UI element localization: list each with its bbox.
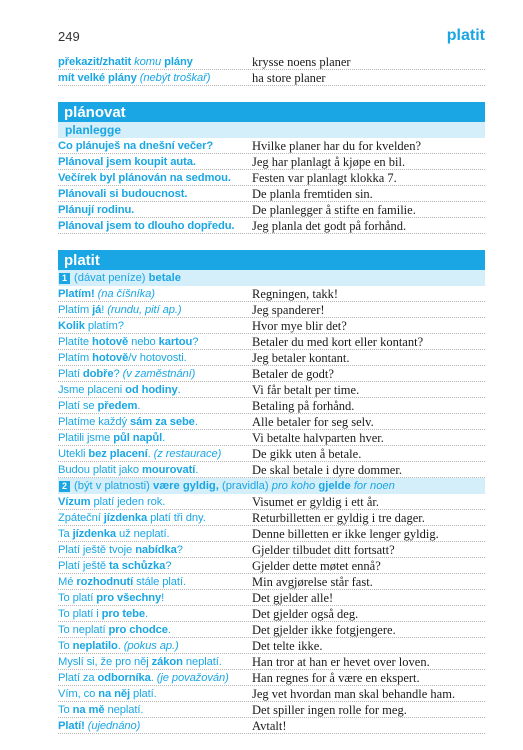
phrase-segment: na mě <box>72 704 105 716</box>
czech-phrase <box>58 170 252 185</box>
czech-phrase <box>58 686 252 701</box>
czech-phrase <box>58 186 252 201</box>
phrase-segment: nabídka <box>135 544 177 556</box>
phrase-segment: Plánují rodinu. <box>58 204 135 216</box>
phrase-segment: . <box>147 448 154 460</box>
czech-phrase <box>58 590 252 605</box>
norwegian-translation: Avtalt! <box>252 719 287 733</box>
norwegian-translation: Det gjelder alle! <box>252 591 334 605</box>
czech-phrase <box>58 494 252 509</box>
phrase-segment: To <box>58 640 73 652</box>
norwegian-translation: Gjelder tilbudet ditt fortsatt? <box>252 543 395 557</box>
phrase-segment: . <box>195 464 199 476</box>
phrase-segment: /v hotovosti. <box>128 352 187 364</box>
phrase-segment: Platí ještě tvoje <box>58 544 136 556</box>
phrase-segment: To platí i <box>58 608 102 620</box>
norwegian-translation: Det spiller ingen rolle for meg. <box>252 703 407 717</box>
czech-phrase <box>58 462 252 477</box>
czech-phrase <box>58 542 252 557</box>
entry-row <box>58 350 485 366</box>
phrase-segment: Mé <box>58 576 77 588</box>
phrase-segment: Zpáteční <box>58 512 104 524</box>
czech-phrase <box>58 638 252 653</box>
phrase-segment: (nebýt troškař) <box>139 72 211 84</box>
czech-phrase <box>58 54 252 69</box>
phrase-segment: . <box>177 384 181 396</box>
czech-phrase <box>58 510 252 525</box>
phrase-segment: To <box>58 704 73 716</box>
phrase-segment: platí. <box>129 688 157 700</box>
entry-row <box>58 138 485 154</box>
phrase-segment: mít velké plány <box>58 72 140 84</box>
phrase-segment: (být v platnosti) <box>74 480 153 492</box>
phrase-segment: (ujednáno) <box>87 720 141 732</box>
norwegian-translation: Hvor mye blir det? <box>252 319 347 333</box>
phrase-segment: Platí se <box>58 400 98 412</box>
entry-heading-planovat: plánovat <box>58 102 485 122</box>
entry-row <box>58 590 485 606</box>
phrase-segment: gjelde <box>315 480 351 492</box>
phrase-segment: Platí <box>58 368 83 380</box>
phrase-segment: Budou platit jako <box>58 464 143 476</box>
norwegian-translation: Betaler du med kort eller kontant? <box>252 335 424 349</box>
phrase-segment: ? <box>192 336 199 348</box>
sense-number: 1 <box>59 273 70 284</box>
phrase-segment: půl napůl <box>113 432 163 444</box>
phrase-segment: (je považován) <box>156 672 229 684</box>
czech-phrase <box>58 286 252 301</box>
czech-phrase <box>58 654 252 669</box>
phrase-segment: Plánovali si budoucnost. <box>58 188 188 200</box>
norwegian-translation: Det gjelder også deg. <box>252 607 359 621</box>
entry-translation-planovat: planlegge <box>58 122 485 138</box>
phrase-segment: neplatí. <box>104 704 144 716</box>
phrase-segment: ! <box>101 304 108 316</box>
phrase-segment: Platím <box>58 352 93 364</box>
entry-row <box>58 334 485 350</box>
phrase-segment: . <box>137 400 141 412</box>
entry-row <box>58 430 485 446</box>
entry-row <box>58 154 485 170</box>
entry-row <box>58 286 485 302</box>
phrase-segment: (dávat peníze) <box>74 272 149 284</box>
phrase-segment: pro koho <box>271 480 316 492</box>
phrase-segment: (pravidla) <box>218 480 272 492</box>
phrase-segment: kartou <box>158 336 193 348</box>
phrase-segment: překazit/zhatit <box>58 56 135 68</box>
phrase-segment: pro chodce <box>108 624 168 636</box>
entry-row <box>58 202 485 218</box>
norwegian-translation: De gikk uten å betale. <box>252 447 362 461</box>
entry-rows-planovat <box>58 138 485 234</box>
entry-row <box>58 606 485 622</box>
sense-rows-2 <box>58 494 485 734</box>
phrase-segment: . <box>145 608 149 620</box>
norwegian-translation: Jeg vet hvordan man skal behandle ham. <box>252 687 456 701</box>
phrase-segment: Platí za <box>58 672 98 684</box>
phrase-segment: Platíme každý <box>58 416 130 428</box>
norwegian-translation: Betaling på forhånd. <box>252 399 355 413</box>
norwegian-translation: Han regnes for å være en ekspert. <box>252 671 420 685</box>
entry-row <box>58 170 485 186</box>
norwegian-translation: Vi betalte halvparten hver. <box>252 431 384 445</box>
phrase-segment: Večírek byl plánován na sedmou. <box>58 172 231 184</box>
phrase-segment: . <box>117 640 124 652</box>
norwegian-translation: ha store planer <box>252 71 326 85</box>
czech-phrase <box>58 70 252 85</box>
phrase-segment: ? <box>113 368 123 380</box>
entry-row <box>58 382 485 398</box>
phrase-segment: (z restaurace) <box>153 448 222 460</box>
norwegian-translation: De skal betale i dyre dommer. <box>252 463 402 477</box>
section-gap <box>58 234 485 250</box>
phrase-segment: betale <box>148 272 181 284</box>
entry-row <box>58 702 485 718</box>
entry-row <box>58 670 485 686</box>
phrase-segment: pro tebe <box>101 608 146 620</box>
phrase-segment: já <box>92 304 102 316</box>
phrase-segment: Utekli <box>58 448 89 460</box>
phrase-segment: od hodiny <box>125 384 178 396</box>
czech-phrase <box>58 318 252 333</box>
sense-number: 2 <box>59 481 70 492</box>
phrase-segment: Platí ještě <box>58 560 110 572</box>
phrase-segment: Myslí si, že pro něj <box>58 656 152 668</box>
entry-row <box>58 318 485 334</box>
phrase-segment: Plánoval jsem to dlouho dopředu. <box>58 220 235 232</box>
czech-phrase <box>58 398 252 413</box>
entry-row <box>58 574 485 590</box>
phrase-segment: platím? <box>84 320 124 332</box>
entry-row <box>58 446 485 462</box>
entry-row <box>58 70 485 86</box>
phrase-segment: ta schůzka <box>109 560 166 572</box>
entry-row <box>58 510 485 526</box>
norwegian-translation: Jeg betaler kontant. <box>252 351 350 365</box>
entry-row <box>58 462 485 478</box>
norwegian-translation: Jeg spanderer! <box>252 303 325 317</box>
phrase-segment: neplatilo <box>72 640 118 652</box>
norwegian-translation: Gjelder dette møtet ennå? <box>252 559 381 573</box>
phrase-segment: rozhodnutí <box>76 576 134 588</box>
phrase-segment: Platím! <box>58 288 98 300</box>
phrase-segment: Jsme placeni <box>58 384 126 396</box>
phrase-segment: To neplatí <box>58 624 109 636</box>
phrase-segment: Kolik <box>58 320 85 332</box>
phrase-segment: mourovatí <box>142 464 196 476</box>
norwegian-translation: Det telte ikke. <box>252 639 323 653</box>
phrase-segment: už neplatí. <box>115 528 170 540</box>
entry-row <box>58 622 485 638</box>
sense-bar-1 <box>58 270 485 286</box>
phrase-segment: (pokus ap.) <box>123 640 179 652</box>
entry-row <box>58 542 485 558</box>
phrase-segment: Ta <box>58 528 73 540</box>
czech-phrase <box>58 218 252 233</box>
phrase-segment: Platím <box>58 304 93 316</box>
czech-phrase <box>58 414 252 429</box>
phrase-segment: stále platí. <box>133 576 186 588</box>
czech-phrase <box>58 154 252 169</box>
entry-row <box>58 302 485 318</box>
czech-phrase <box>58 702 252 717</box>
phrase-segment: předem <box>97 400 138 412</box>
norwegian-translation: De planlegger å stifte en familie. <box>252 203 416 217</box>
entry-heading-platit: platit <box>58 250 485 270</box>
phrase-segment: Platili jsme <box>58 432 114 444</box>
phrase-segment: na něj <box>98 688 130 700</box>
phrase-segment: . <box>194 416 198 428</box>
phrase-segment: hotově <box>92 336 129 348</box>
norwegian-translation: Vi får betalt per time. <box>252 383 360 397</box>
entry-row <box>58 218 485 234</box>
phrase-segment: bez placení <box>88 448 148 460</box>
phrase-segment: dobře <box>82 368 114 380</box>
czech-phrase <box>58 382 252 397</box>
sense-rows-1 <box>58 286 485 478</box>
phrase-segment: komu <box>134 56 162 68</box>
norwegian-translation: Returbilletten er gyldig i tre dager. <box>252 511 425 525</box>
czech-phrase <box>58 138 252 153</box>
entry-row <box>58 558 485 574</box>
czech-phrase <box>58 606 252 621</box>
phrase-segment: for noen <box>350 480 395 492</box>
entry-row <box>58 718 485 734</box>
phrase-segment: (rundu, pití ap.) <box>107 304 182 316</box>
entry-row <box>58 686 485 702</box>
entry-row <box>58 638 485 654</box>
entry-row <box>58 526 485 542</box>
norwegian-translation: Hvilke planer har du for kvelden? <box>252 139 422 153</box>
phrase-segment: To platí <box>58 592 97 604</box>
czech-phrase <box>58 202 252 217</box>
czech-phrase <box>58 718 252 733</box>
norwegian-translation: Regningen, takk! <box>252 287 339 301</box>
norwegian-translation: Jeg planla det godt på forhånd. <box>252 219 407 233</box>
norwegian-translation: Betaler de godt? <box>252 367 334 381</box>
phrase-segment: (v zaměstnání) <box>122 368 196 380</box>
phrase-segment: ? <box>165 560 172 572</box>
phrase-segment: . <box>162 432 166 444</box>
phrase-segment: zákon <box>151 656 183 668</box>
sense-bar-2 <box>58 478 485 494</box>
entry-row <box>58 398 485 414</box>
phrase-segment: jízdenka <box>72 528 116 540</box>
entry-row <box>58 186 485 202</box>
norwegian-translation: Visumet er gyldig i ett år. <box>252 495 380 509</box>
entry-row <box>58 366 485 382</box>
entry-row <box>58 414 485 430</box>
norwegian-translation: Han tror at han er hevet over loven. <box>252 655 430 669</box>
sense-label <box>74 478 395 494</box>
phrase-segment: odborníka <box>97 672 151 684</box>
norwegian-translation: Alle betaler for seg selv. <box>252 415 374 429</box>
phrase-segment: Platí! <box>58 720 88 732</box>
czech-phrase <box>58 670 252 685</box>
czech-phrase <box>58 558 252 573</box>
norwegian-translation: krysse noens planer <box>252 55 351 69</box>
sense-label <box>74 270 181 286</box>
phrase-segment: . <box>167 624 171 636</box>
norwegian-translation: Denne billetten er ikke lenger gyldig. <box>252 527 439 541</box>
phrase-segment: . <box>150 672 157 684</box>
phrase-segment: (na číšníka) <box>97 288 155 300</box>
phrase-segment: platí tři dny. <box>147 512 206 524</box>
section-gap <box>58 86 485 102</box>
czech-phrase <box>58 446 252 461</box>
phrase-segment: Platíte <box>58 336 93 348</box>
phrase-segment: sám za sebe <box>129 416 195 428</box>
phrase-segment: Vím, co <box>58 688 99 700</box>
page-header <box>58 27 485 49</box>
dictionary-content <box>58 54 485 734</box>
phrase-segment: plány <box>161 56 193 68</box>
norwegian-translation: Festen var planlagt klokka 7. <box>252 171 397 185</box>
czech-phrase <box>58 526 252 541</box>
phrase-segment: hotově <box>92 352 129 364</box>
entry-row <box>58 54 485 70</box>
entry-row <box>58 494 485 510</box>
phrase-segment: ! <box>161 592 165 604</box>
running-head: platit <box>446 27 485 44</box>
norwegian-translation: Jeg har planlagt å kjøpe en bil. <box>252 155 406 169</box>
norwegian-translation: Min avgjørelse står fast. <box>252 575 373 589</box>
czech-phrase <box>58 574 252 589</box>
phrase-segment: Co plánuješ na dnešní večer? <box>58 140 214 152</box>
czech-phrase <box>58 350 252 365</box>
phrase-segment: platí jeden rok. <box>90 496 166 508</box>
phrase-segment: Plánoval jsem koupit auta. <box>58 156 196 168</box>
norwegian-translation: De planla fremtiden sin. <box>252 187 373 201</box>
phrase-segment: være gyldig, <box>152 480 219 492</box>
phrase-segment: jízdenka <box>103 512 148 524</box>
phrase-segment: pro všechny <box>96 592 162 604</box>
norwegian-translation: Det gjelder ikke fotgjengere. <box>252 623 396 637</box>
czech-phrase <box>58 430 252 445</box>
page-number: 249 <box>58 29 80 44</box>
czech-phrase <box>58 366 252 381</box>
top-rows <box>58 54 485 86</box>
czech-phrase <box>58 334 252 349</box>
phrase-segment: neplatí. <box>182 656 222 668</box>
phrase-segment: ? <box>176 544 183 556</box>
phrase-segment: nebo <box>128 336 159 348</box>
phrase-segment: Vízum <box>58 496 91 508</box>
czech-phrase <box>58 622 252 637</box>
entry-row <box>58 654 485 670</box>
czech-phrase <box>58 302 252 317</box>
